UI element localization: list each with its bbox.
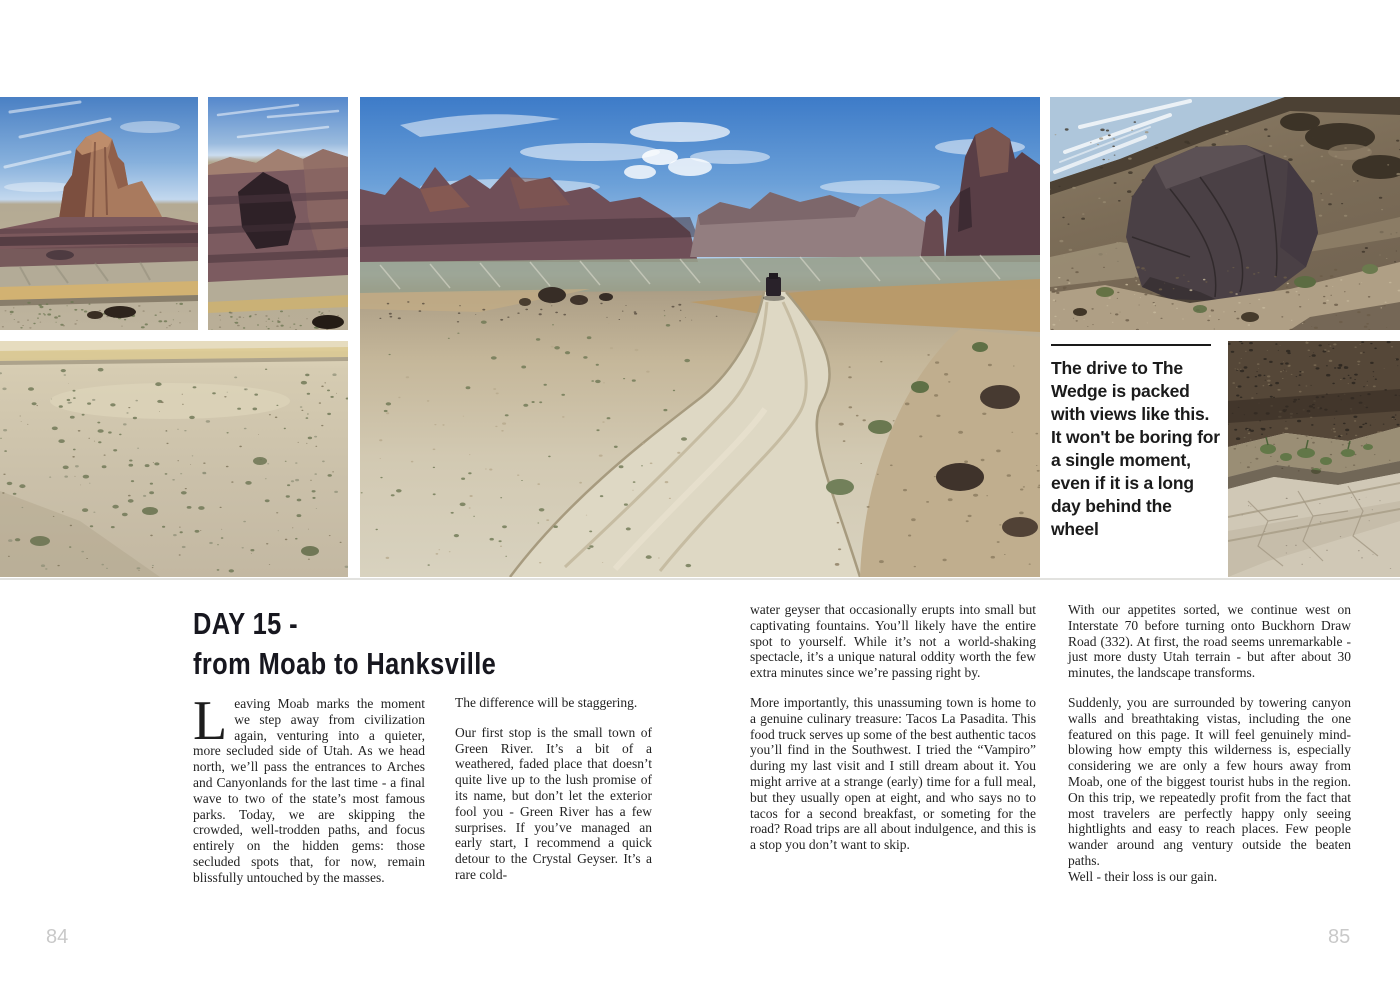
pull-quote-rule [1051, 344, 1211, 346]
article-heading [193, 604, 496, 684]
body-column-4 [1068, 602, 1351, 899]
column4-paragraph-3: Well - their loss is our gain. [1068, 868, 1218, 884]
photo-desert-scrub [0, 341, 348, 577]
drop-cap: L [193, 690, 228, 752]
photo-canyon-butte [0, 97, 198, 330]
column2-paragraph-2: Our first stop is the small town of Green River. It’s a bit of a weathered, faded place that doesn’t quite live up to the lush promise of its name, but don’t let the exterior fool you - Green River has a few surprises. If you’ve managed an early start, I recommend a quick detour to the Crystal Geyser. It’s a rare cold- [455, 724, 652, 882]
column1-text: eaving Moab marks the moment we step away from civilization again, venturing into a quieter, more secluded side of Utah. As we head north, we’ll pass the entrances to Arches and Canyonlands for the last time - a final wave to two of the state’s most famous parks. Today, we are skipping the crowded, well-trodden paths, and focus entirely on the hidden gems: those secluded spots that, for now, remain blissfully untouched by the masses. [193, 696, 425, 885]
article-heading-line1: DAY 15 - [193, 606, 299, 641]
photo-dirt-road-canyon [360, 97, 1040, 577]
body-column-1 [193, 690, 425, 900]
photo-boulder [1050, 97, 1400, 330]
photo-canyon-wall [208, 97, 348, 330]
page-number-left: 84 [46, 926, 69, 948]
body-column-2 [455, 695, 652, 897]
photo-band-divider [0, 578, 1400, 580]
body-column-3 [750, 602, 1036, 867]
article-heading-line2: from Moab to Hanksville [193, 646, 497, 681]
pull-quote-box [1050, 341, 1226, 577]
photo-cracked-ledge [1228, 341, 1400, 577]
column1-paragraph [193, 690, 425, 886]
column2-paragraph-1: The difference will be staggering. [455, 695, 638, 710]
pull-quote-text: The drive to The Wedge is packed with views like this. It won't be boring for a single moment, even if it is a long day behind the wheel [1051, 358, 1220, 539]
page-number-right: 85 [1328, 926, 1351, 948]
column4-paragraph-2: Suddenly, you are surrounded by towering canyon walls and breathtaking vistas, including the one featured on this page. It will feel genuinely mind-blowing how empty this wilderness is, especially considering we are only a few hours away from Moab, one of the biggest tourist hubs in the region. On this trip, we repeatedly profit from the fact that most travelers are perfectly happy only seeing hightlights and easy to reach places. Few people wander around ang ventury outside the beaten paths. [1068, 694, 1351, 868]
column3-paragraph-2: More importantly, this unassuming town is home to a genuine culinary treasure: Tacos La Pasadita. This food truck serves up some of the best authentic tacos you’ll find in the Southwest. I tried the “Vampiro” during my last visit and I still dream about it. You might arrive at a strange (early) time for a full meal, but they usually open at eight, and who says no to tacos for a second breakfast, or someting for the road? Road trips are all about indulgence, and this is a stop you don’t want to skip. [750, 694, 1036, 853]
column3-paragraph-1: water geyser that occasionally erupts into small but captivating fountains. You’ll likely have the entire spot to yourself. While it’s not a world-shaking spectacle, it’s a unique natural oddity worth the few extra minutes since we’re passing right by. [750, 602, 1036, 681]
column4-paragraph-1: With our appetites sorted, we continue west on Interstate 70 before turning onto Buckhorn Draw Road (332). At first, the road seems unremarkable - just more dusty Utah terrain - but after about 30 minutes, the landscape transforms. [1068, 602, 1351, 681]
